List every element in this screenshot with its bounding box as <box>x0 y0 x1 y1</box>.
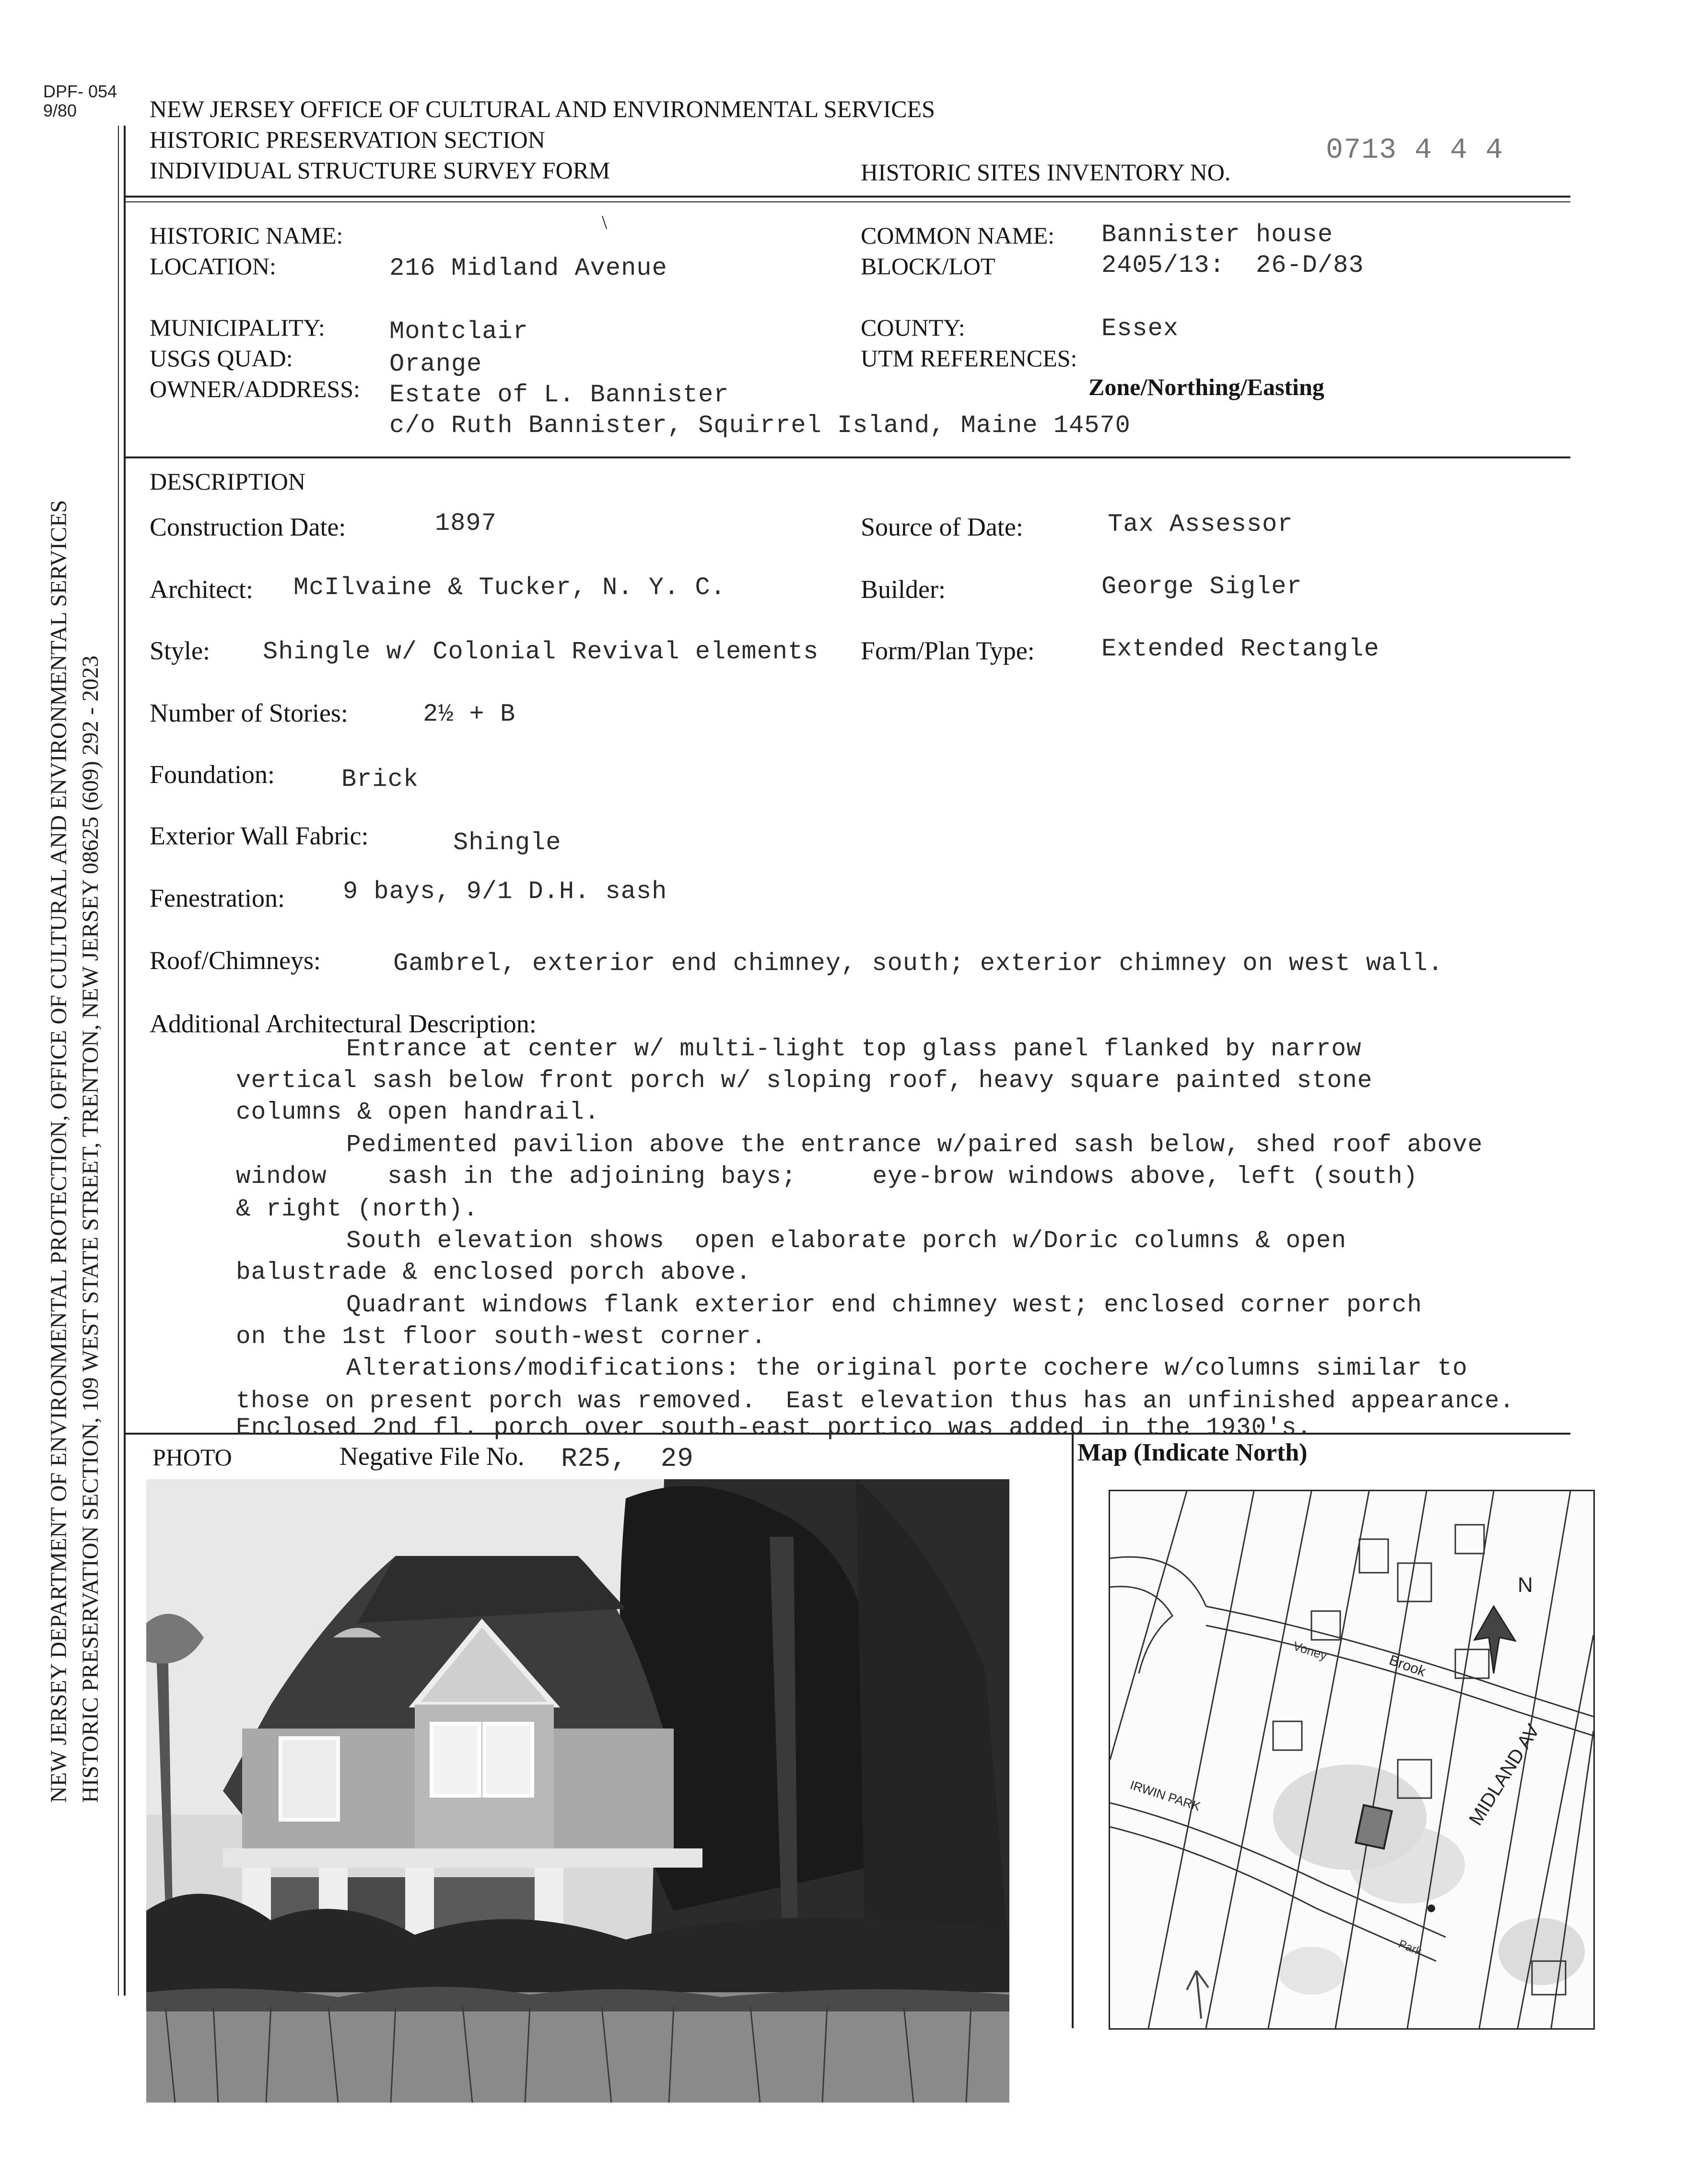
common-name-value: Bannister house <box>1101 221 1334 249</box>
house-photograph <box>146 1479 1009 2103</box>
map-north-mark: N <box>1518 1573 1533 1597</box>
additional-line: & right (north). <box>236 1196 479 1223</box>
architect-label: Architect: <box>150 575 253 604</box>
additional-line: window sash in the adjoining bays; eye-brow windows above, left (south) <box>236 1163 1418 1191</box>
additional-line: South elevation shows open elaborate porch w/Doric columns & open <box>346 1227 1346 1255</box>
sidebar-line-2: HISTORIC PRESERVATION SECTION, 109 WEST STATE STREET, TRENTON, NEW JERSEY 08625 (609) 292 - 2023 <box>78 655 103 1803</box>
style-label: Style: <box>150 636 211 665</box>
header-rule-thin <box>125 201 1570 202</box>
source-of-date-value: Tax Assessor <box>1108 510 1293 538</box>
municipality-label: MUNICIPALITY: <box>150 314 325 341</box>
additional-line: Entrance at center w/ multi-light top glass panel flanked by narrow <box>346 1036 1362 1063</box>
foundation-label: Foundation: <box>150 760 275 789</box>
additional-line: on the 1st floor south-west corner. <box>236 1323 767 1351</box>
owner-address-label: OWNER/ADDRESS: <box>150 375 360 402</box>
additional-line: Alterations/modifications: the original porte cochere w/columns similar to <box>346 1355 1468 1382</box>
map-street-midland: MIDLAND AV <box>1465 1720 1544 1829</box>
municipality-value: Montclair <box>389 317 528 346</box>
additional-line: those on present porch was removed. East elevation thus has an unfinished appearance. <box>236 1388 1515 1415</box>
map-street-voney: Voney <box>1291 1638 1329 1663</box>
additional-line: balustrade & enclosed porch above. <box>236 1259 751 1286</box>
stories-value: 2½ + B <box>423 700 516 728</box>
block-lot-label: BLOCK/LOT <box>861 253 995 280</box>
stories-label: Number of Stories: <box>150 699 348 727</box>
usgs-quad-label: USGS QUAD: <box>150 345 293 372</box>
utm-label: UTM REFERENCES: <box>861 345 1077 372</box>
wall-fabric-label: Exterior Wall Fabric: <box>150 821 369 850</box>
county-value: Essex <box>1101 315 1179 343</box>
additional-line: Pedimented pavilion above the entrance w/paired sash below, shed roof above <box>346 1132 1483 1159</box>
source-of-date-label: Source of Date: <box>861 513 1023 541</box>
form-plan-type-label: Form/Plan Type: <box>861 636 1035 665</box>
sidebar-address <box>46 500 161 1803</box>
inventory-label: HISTORIC SITES INVENTORY NO. <box>861 159 1231 186</box>
form-plan-type-value: Extended Rectangle <box>1101 635 1380 663</box>
builder-label: Builder: <box>861 575 946 604</box>
usgs-quad-value: Orange <box>389 350 482 378</box>
form-date: 9/80 <box>43 101 77 120</box>
fenestration-value: 9 bays, 9/1 D.H. sash <box>343 877 667 906</box>
foundation-value: Brick <box>341 765 419 794</box>
inventory-number: 0713 4 4 4 <box>1326 134 1504 167</box>
roof-chimneys-value: Gambrel, exterior end chimney, south; exterior chimney on west wall. <box>393 949 1443 978</box>
identification-rule <box>125 456 1570 458</box>
map-street-brook: Brook <box>1387 1652 1428 1680</box>
additional-line: Quadrant windows flank exterior end chimney west; enclosed corner porch <box>346 1292 1422 1319</box>
header-rule <box>125 196 1570 198</box>
common-name-label: COMMON NAME: <box>861 222 1055 249</box>
wall-fabric-value: Shingle <box>453 829 562 857</box>
description-heading: DESCRIPTION <box>150 468 306 495</box>
location-label: LOCATION: <box>150 253 276 280</box>
section-title: HISTORIC PRESERVATION SECTION <box>150 126 545 153</box>
photo-label: PHOTO <box>152 1444 232 1471</box>
house-photo-drawing <box>146 1479 1009 2103</box>
negative-file-label: Negative File No. <box>339 1442 525 1471</box>
agency-title: NEW JERSEY OFFICE OF CULTURAL AND ENVIRONMENTAL SERVICES <box>150 95 935 122</box>
utm-subheading: Zone/Northing/Easting <box>1088 374 1324 400</box>
builder-value: George Sigler <box>1101 573 1302 601</box>
additional-line: vertical sash below front porch w/ sloping roof, heavy square painted stone <box>236 1067 1373 1095</box>
additional-line: Enclosed 2nd fl. porch over south-east portico was added in the 1930's. <box>236 1414 1312 1442</box>
map-street-park: Park <box>1396 1937 1424 1959</box>
block-lot-value: 2405/13: 26-D/83 <box>1101 251 1364 280</box>
negative-file-value: R25, 29 <box>561 1443 694 1474</box>
construction-date-label: Construction Date: <box>150 513 346 541</box>
additional-description-label: Additional Architectural Description: <box>150 1009 537 1038</box>
sidebar-line-1: NEW JERSEY DEPARTMENT OF ENVIRONMENTAL PROTECTION, OFFICE OF CULTURAL AND ENVIRONMENTAL SERVICES <box>46 500 71 1803</box>
architect-value: McIlvaine & Tucker, N. Y. C. <box>293 573 726 602</box>
location-value: 216 Midland Avenue <box>389 254 667 282</box>
map-drawing <box>1110 1491 1593 2028</box>
location-map <box>1109 1490 1595 2030</box>
historic-name-label: HISTORIC NAME: <box>150 222 343 249</box>
fenestration-label: Fenestration: <box>150 884 285 912</box>
map-label: Map (Indicate North) <box>1077 1439 1308 1466</box>
construction-date-value: 1897 <box>435 509 497 538</box>
historic-name-mark: \ <box>602 211 608 233</box>
owner-name-value: Estate of L. Bannister <box>389 381 729 409</box>
roof-chimneys-label: Roof/Chimneys: <box>150 946 321 975</box>
photo-map-divider <box>1072 1434 1074 2028</box>
style-value: Shingle w/ Colonial Revival elements <box>263 638 819 666</box>
map-street-irwin: IRWIN PARK <box>1128 1777 1203 1814</box>
form-code: DPF- 054 <box>43 82 117 101</box>
owner-address-value: c/o Ruth Bannister, Squirrel Island, Maine 14570 <box>389 411 1131 440</box>
county-label: COUNTY: <box>861 314 965 341</box>
form-title: INDIVIDUAL STRUCTURE SURVEY FORM <box>150 157 610 184</box>
additional-line: columns & open handrail. <box>236 1099 600 1126</box>
